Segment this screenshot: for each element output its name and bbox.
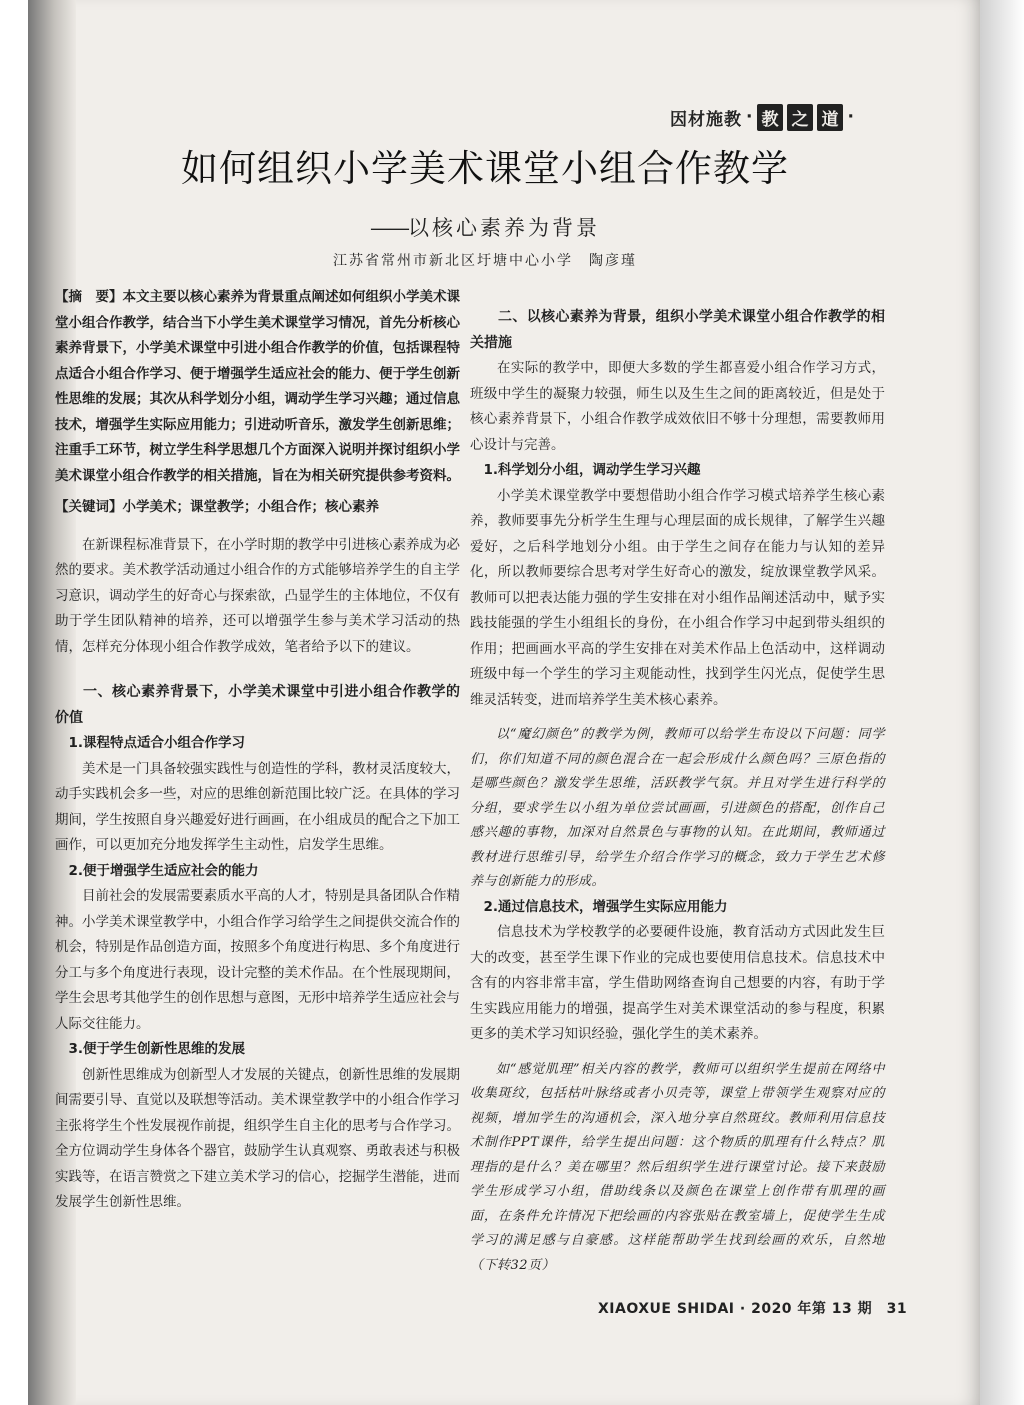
page-footer: XIAOXUE SHIDAI · 2020 年第 13 期 31 <box>598 1301 908 1317</box>
section-1-heading: 一、核心素养背景下，小学美术课堂中引进小组合作教学的价值 <box>55 684 460 726</box>
column-header <box>670 104 855 130</box>
abstract-text: 本文主要以核心素养为背景重点阐述如何组织小学美术课堂小组合作教学，结合当下小学生美术课堂学习情况，首先分析核心素养背景下，小学美术课堂中引进小组合作教学的价值，包括课程特点适合小组合作学习、便于增强学生适应社会的能力、便于学生创新性思维的发展；其次从科学划分小组，调动学生学习兴趣；通过信息技术，增强学生实际应用能力；引进动听音乐，激发学生创新思维；注重手工环节，树立学生科学思想几个方面深入说明并探讨组织小学美术课堂小组合作教学的相关措施，旨在为相关研究提供参考资料。 <box>55 289 460 484</box>
section-2-intro: 在实际的教学中，即便大多数的学生都喜爱小组合作学习方式，班级中学生的凝聚力较强，师生以及生生之间的距离较近，但是处于核心素养背景下，小组合作教学成效依旧不够十分理想，需要教师用心设计与完善。 <box>470 360 885 453</box>
section-1-2-heading: 2.便于增强学生适应社会的能力 <box>68 862 259 879</box>
section-2-1-body: 小学美术课堂教学中要想借助小组合作学习模式培养学生核心素养，教师要事先分析学生生理与心理层面的成长规律，了解学生兴趣爱好，之后科学地划分小组。由于学生之间存在能力与认知的差异化，所以教师要综合思考对学生好奇心的激发，绽放课堂教学风采。教师可以把表达能力强的学生安排在对小组作品阐述活动中，赋予实践技能强的学生小组组长的身份，在小组合作学习中起到带头组织的作用；把画画水平高的学生安排在对美术作品上色活动中，这样调动班级中每一个学生的学习主观能动性，找到学生闪光点，促使学生思维灵活转变，进而培养学生美术核心素养。 <box>470 487 885 708</box>
intro-paragraph: 在新课程标准背景下，在小学时期的教学中引进核心素养成为必然的要求。美术教学活动通过小组合作的方式能够培养学生的自主学习意识，调动学生的好奇心与探索欲，凸显学生的主体地位，不仅有助于学生团队精神的培养，还可以增强学生参与美术学习活动的热情，怎样充分体现小组合作教学成效，笔者给予以下的建议。 <box>55 536 460 655</box>
section-1-3-heading: 3.便于学生创新性思维的发展 <box>68 1041 246 1057</box>
section-2-2-heading: 2.通过信息技术，增强学生实际应用能力 <box>483 898 728 915</box>
keywords-text: 小学美术；课堂教学；小组合作；核心素养 <box>122 499 379 515</box>
section-1-2-body: 目前社会的发展需要素质水平高的人才，特别是具备团队合作精神。小学美术课堂教学中，小组合作学习给学生之间提供交流合作的机会，特别是作品创造方面，按照多个角度进行构思、多个角度进行分工与多个角度进行表现，设计完整的美术作品。在个性展现期间，学生会思考其他学生的创作思想与意图，无形中培养学生适应社会与人际交往能力。 <box>55 888 460 1032</box>
column-dot-2: · <box>847 107 855 127</box>
left-column <box>55 285 460 1216</box>
section-1-3-body: 创新性思维成为创新型人才发展的关键点，创新性思维的发展期间需要引导、直觉以及联想等活动。美术课堂教学中的小组合作学习主张将学生个性发展视作前提，组织学生自主化的思考与合作学习。全方位调动学生身体各个器官，鼓励学生认真观察、勇敢表述与积极实践等，在语言赞赏之下建立美术学习的信心，挖掘学生潜能，进而发展学生创新性思维。 <box>55 1066 460 1210</box>
column-dot: · <box>746 107 754 127</box>
abstract <box>55 285 460 489</box>
column-section: 因材施教 <box>670 109 742 130</box>
example-texture: 如“感觉肌理”相关内容的教学，教师可以组织学生提前在网络中收集斑纹，包括枯叶脉络或者小贝壳等，课堂上带领学生观察对应的视频，增加学生的沟通机会，深入地分享自然斑纹。教师利用信息技术制作PPT课件，给学生提出问题：这个物质的肌理有什么特点？肌理指的是什么？美在哪里？然后组织学生进行课堂讨论。接下来鼓励学生形成学习小组，借助线条以及颜色在课堂上创作带有肌理的画面，在条件允许情况下把绘画的内容张贴在教室墙上，促使学生生成学习的满足感与自豪感。这样能帮助学生找到绘画的欢乐，自然地（下转32页） <box>470 1061 885 1273</box>
article-subtitle <box>60 212 910 242</box>
keywords-label: 【关键词】 <box>55 499 123 515</box>
section-2-2-body: 信息技术为学校教学的必要硬件设施，教育活动方式因此发生巨大的改变，甚至学生课下作业的完成也要使用信息技术。信息技术中含有的内容非常丰富，学生借助网络查询自己想要的内容，有助于学生实践应用能力的增强，提高学生对美术课堂活动的参与程度，积累更多的美术学习知识经验，强化学生的美术素养。 <box>470 924 885 1042</box>
subtitle-dash: —— <box>370 216 408 240</box>
column-char-2: 之 <box>787 104 813 131</box>
subtitle-text: 以核心素养为背景 <box>408 216 600 240</box>
article-title: 如何组织小学美术课堂小组合作教学 <box>181 147 789 190</box>
section-2-1-heading: 1.科学划分小组，调动学生学习兴趣 <box>483 462 701 478</box>
section-2-heading: 二、以核心素养为背景，组织小学美术课堂小组合作教学的相关措施 <box>470 309 885 351</box>
page-edge <box>980 0 1024 1405</box>
section-1-1-heading: 1.课程特点适合小组合作学习 <box>68 735 246 751</box>
abstract-label: 【摘 要】 <box>55 289 123 305</box>
column-char-3: 道 <box>817 104 843 131</box>
example-magic-colors: 以“魔幻颜色”的教学为例，教师可以给学生布设以下问题：同学们，你们知道不同的颜色混合在一起会形成什么颜色吗？三原色指的是哪些颜色？激发学生思维，活跃教学气氛。并且对学生进行科学的分组，要求学生以小组为单位尝试画画，引进颜色的搭配，创作自己感兴趣的事物，加深对自然景色与事物的认知。在此期间，教师通过教材进行思维引导，给学生介绍合作学习的概念，致力于学生艺术修养与创新能力的形成。 <box>470 727 885 889</box>
section-1-1-body: 美术是一门具备较强实践性与创造性的学科，教材灵活度较大，动手实践机会多一些，对应的思维创新范围比较广泛。在具体的学习期间，学生按照自身兴趣爱好进行画画，在小组成员的配合之下加工画作，可以更加充分地发挥学生主动性，启发学生思维。 <box>55 760 460 853</box>
keywords <box>55 495 460 521</box>
right-column <box>470 295 885 1278</box>
column-char-1: 教 <box>757 104 783 131</box>
article-author: 江苏省常州市新北区圩塘中心小学 陶彦瑾 <box>333 253 637 269</box>
